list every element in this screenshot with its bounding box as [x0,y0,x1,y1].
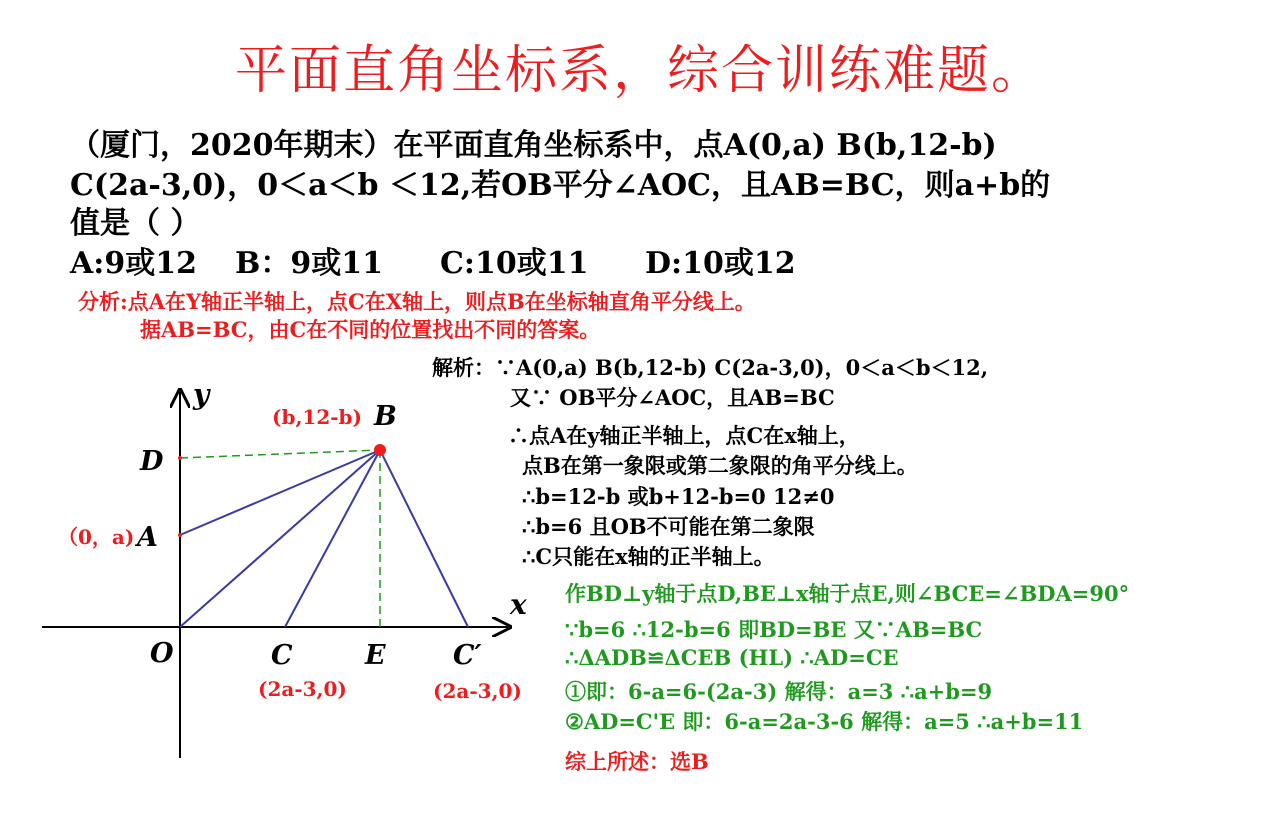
label-c-prime-coord: (2a-3,0) [433,679,522,703]
y-axis-label: y [193,378,210,411]
solution-line-2: 又∵ OB平分∠AOC，且AB=BC [510,385,835,410]
proof-line-3: ∴ΔADB≌ΔCEB (HL) ∴AD=CE [565,645,899,670]
conclusion: 综上所述：选B [565,749,709,774]
analysis-line-1: 分析:点A在Y轴正半轴上，点C在X轴上，则点B在坐标轴直角平分线上。 [78,289,756,314]
segment-ab [180,450,380,535]
proof-line-2: ∵b=6 ∴12-b=6 即BD=BE 又∵AB=BC [565,617,983,642]
label-c-coord: (2a-3,0) [258,677,347,701]
solution-line-6: ∴b=6 且OB不可能在第二象限 [522,514,815,539]
point-d [178,456,182,460]
option-a: A:9或12 [70,246,197,281]
option-d: D:10或12 [645,246,796,281]
question-line-3: 值是（ ） [70,206,201,241]
solution-line-4: 点B在第一象限或第二象限的角平分线上。 [522,453,918,478]
page-title: 平面直角坐标系，综合训练难题。 [234,41,1045,101]
label-c: C [271,640,293,671]
label-a-coord: （0，a) [58,525,135,549]
solution-line-5: ∴b=12-b 或b+12-b=0 12≠0 [522,484,835,509]
point-a [178,533,182,537]
segment-c2b [380,450,468,627]
label-b-coord: (b,12-b) [272,405,362,429]
solution-line-3: ∴点A在y轴正半轴上，点C在x轴上， [508,423,860,448]
option-c: C:10或11 [440,246,589,281]
x-axis-label: x [510,588,527,621]
question-line-1: （厦门，2020年期末）在平面直角坐标系中，点A(0,a) B(b,12-b) [70,128,997,163]
proof-line-4: ①即：6-a=6-(2a-3) 解得：a=3 ∴a+b=9 [565,679,993,704]
proof-line-1: 作BD⊥y轴于点D,BE⊥x轴于点E,则∠BCE=∠BDA=90° [565,581,1130,606]
segment-cb [285,450,380,627]
label-o: O [150,638,174,669]
solution-line-1: 解析：∵A(0,a) B(b,12-b) C(2a-3,0)，0＜a＜b＜12, [432,355,989,380]
analysis-line-2: 据AB=BC，由C在不同的位置找出不同的答案。 [140,317,601,342]
solution-line-7: ∴C只能在x轴的正半轴上。 [522,544,775,569]
proof-line-5: ②AD=C'E 即：6-a=2a-3-6 解得：a=5 ∴a+b=11 [565,709,1084,734]
option-b: B：9或11 [235,246,383,281]
segment-ob [180,450,380,627]
label-c-prime: C′ [453,640,482,671]
label-a: A [137,522,158,553]
point-b [374,444,386,456]
label-b: B [374,401,397,432]
label-e: E [365,640,386,671]
question-line-2: C(2a-3,0)，0＜a＜b ＜12,若OB平分∠AOC，且AB=BC，则a+b的 [70,168,1051,203]
dashed-line-bd [180,450,380,458]
label-d: D [140,446,164,477]
